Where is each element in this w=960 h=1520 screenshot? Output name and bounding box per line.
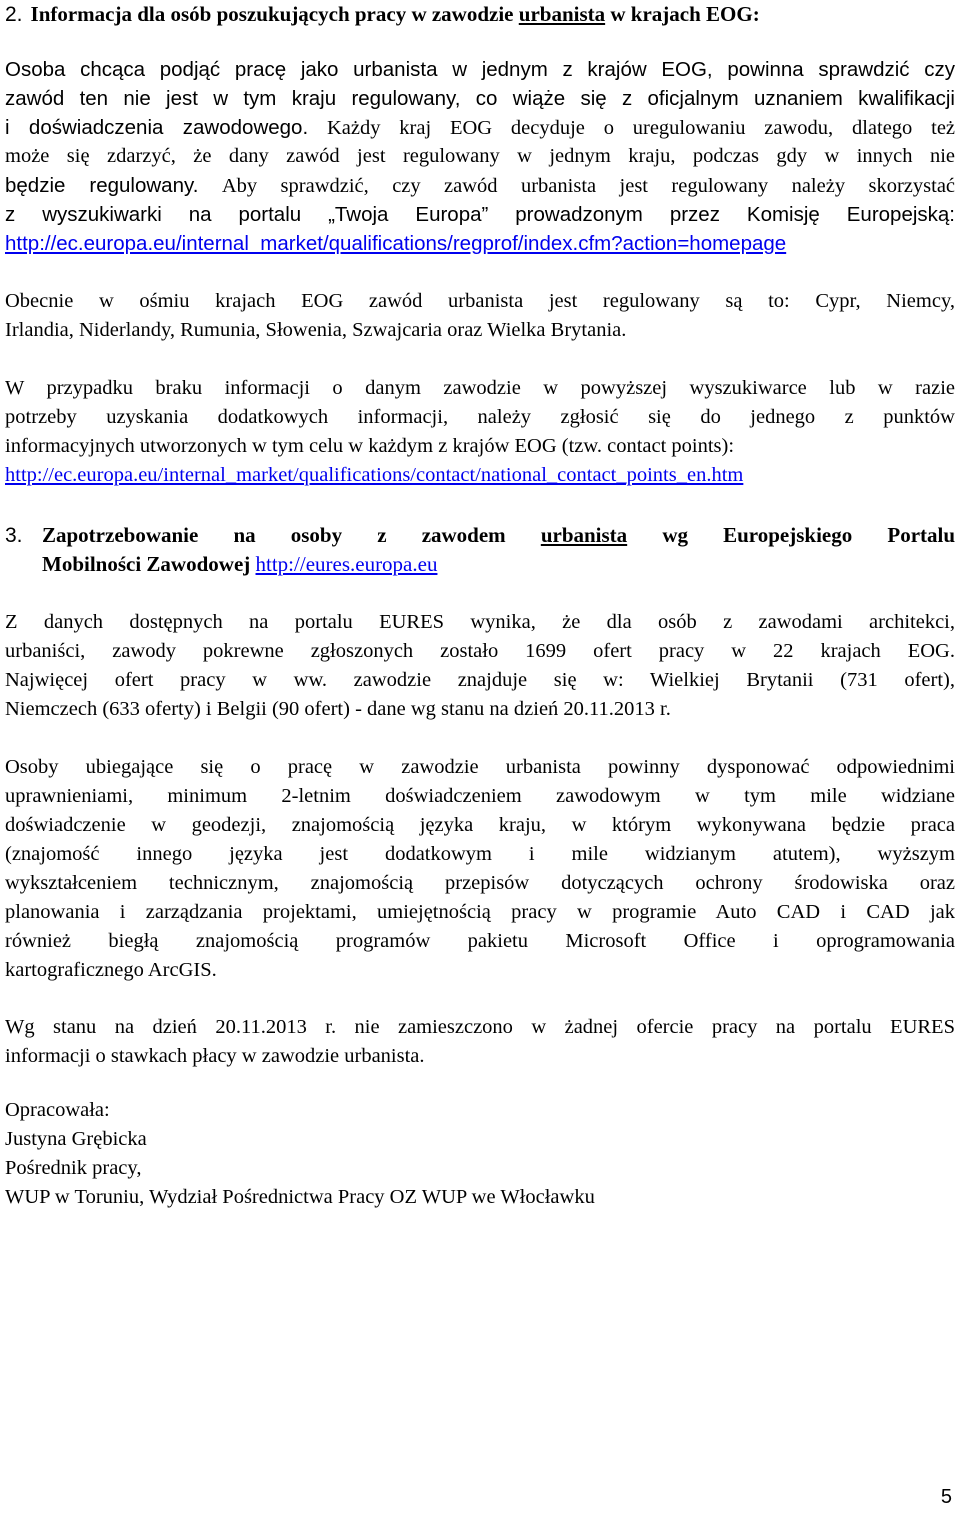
text-line: Najwięcej ofert pracy w ww. zawodzie znajduje się w: Wielkiej Brytanii (731 ofert), (5, 669, 955, 691)
text-line: również biegłą znajomością programów pakietu Microsoft Office i oprogramowania (5, 930, 955, 952)
text-line: Osoba chcąca podjąć pracę jako urbanista w jednym z krajów EOG, powinna sprawdzić czy (5, 58, 955, 81)
author-name: Justyna Grębicka (5, 1128, 147, 1150)
section-number: 2. (5, 3, 23, 26)
paragraph-contact-points (5, 374, 955, 490)
text-line: potrzeby uzyskania dodatkowych informacji, należy zgłosić się do jednego z punktów (5, 406, 955, 428)
text-line: Niemczech (633 oferty) i Belgii (90 ofert) - dane wg stanu na dzień 20.11.2013 r. (5, 698, 671, 720)
section-title (42, 521, 955, 579)
heading-line: Mobilności Zawodowej http://eures.europa.eu (42, 552, 438, 576)
contact-points-link[interactable]: http://ec.europa.eu/internal_market/qualifications/contact/national_contact_points_en.htm (5, 464, 744, 486)
paragraph-regulated-countries (5, 287, 955, 345)
section-number: 3. (5, 524, 23, 547)
text-line: urbaniści, zawody pokrewne zgłoszonych zostało 1699 ofert pracy w 22 krajach EOG. (5, 640, 955, 662)
profession-link[interactable]: urbanista (540, 523, 628, 547)
paragraph-salary-info (5, 1013, 955, 1071)
text-line: informacji o stawkach płacy w zawodzie urbanista. (5, 1045, 425, 1067)
paragraph-regulation (5, 55, 955, 258)
text-line: uprawnieniami, minimum 2-letnim doświadczeniem zawodowym w tym mile widziane (5, 785, 955, 807)
text-line: wykształceniem technicznym, znajomością przepisów dotyczących ochrony środowiska oraz (5, 872, 955, 894)
section-2-heading (5, 0, 760, 29)
text-line: (znajomość innego języka jest dodatkowym i mile widzianym atutem), wyższym (5, 843, 955, 865)
section-title: Informacja dla osób poszukujących pracy w zawodzie urbanista w krajach EOG: (30, 2, 760, 26)
page-number: 5 (940, 1486, 952, 1508)
paragraph-eures-offers (5, 608, 955, 724)
text-line: doświadczenie w geodezji, znajomością języka kraju, w którym wykonywana będzie praca (5, 814, 955, 836)
heading-line: Zapotrzebowanie na osoby z zawodem urbanista wg Europejskiego Portalu (42, 523, 956, 547)
text-line: planowania i zarządzania projektami, umiejętnością pracy w programie Auto CAD i CAD jak (5, 901, 955, 923)
text-line: będzie regulowany. Aby sprawdzić, czy zawód urbanista jest regulowany należy skorzystać (5, 174, 956, 197)
profession-link[interactable]: urbanista (518, 2, 606, 26)
eures-link[interactable]: http://eures.europa.eu (255, 552, 438, 576)
text-line: może się zdarzyć, że dany zawód jest regulowany w jednym kraju, podczas gdy w innych nie (5, 145, 955, 167)
signature-block (5, 1096, 955, 1212)
author-position: Pośrednik pracy, (5, 1157, 142, 1179)
regprof-link[interactable]: http://ec.europa.eu/internal_market/qualifications/regprof/index.cfm?action=homepage (5, 232, 787, 255)
text-line (5, 461, 955, 490)
text-line: Irlandia, Niderlandy, Rumunia, Słowenia, Szwajcaria oraz Wielka Brytania. (5, 319, 627, 341)
author-office: WUP w Toruniu, Wydział Pośrednictwa Pracy OZ WUP we Włocławku (5, 1186, 595, 1208)
paragraph-requirements (5, 753, 955, 985)
prepared-by-label: Opracowała: (5, 1099, 110, 1121)
text-line: Osoby ubiegające się o pracę w zawodzie urbanista powinny dysponować odpowiednimi (5, 756, 955, 778)
text-line: Obecnie w ośmiu krajach EOG zawód urbanista jest regulowany są to: Cypr, Niemcy, (5, 290, 955, 312)
text-line: kartograficznego ArcGIS. (5, 959, 217, 981)
text-line: W przypadku braku informacji o danym zawodzie w powyższej wyszukiwarce lub w razie (5, 377, 955, 399)
text-line: zawód ten nie jest w tym kraju regulowany, co wiąże się z oficjalnym uznaniem kwalifikacji (5, 87, 955, 110)
text-line: informacyjnych utworzonych w tym celu w każdym z krajów EOG (tzw. contact points): (5, 435, 735, 457)
text-line: z wyszukiwarki na portalu „Twoja Europa” prowadzonym przez Komisję Europejską: (5, 203, 955, 226)
text-line (5, 229, 955, 258)
text-line: Wg stanu na dzień 20.11.2013 r. nie zamieszczono w żadnej ofercie pracy na portalu EURES (5, 1016, 955, 1038)
text-line: Z danych dostępnych na portalu EURES wynika, że dla osób z zawodami architekci, (5, 611, 955, 633)
text-line: i doświadczenia zawodowego. Każdy kraj EOG decyduje o uregulowaniu zawodu, dlatego też (5, 116, 956, 139)
